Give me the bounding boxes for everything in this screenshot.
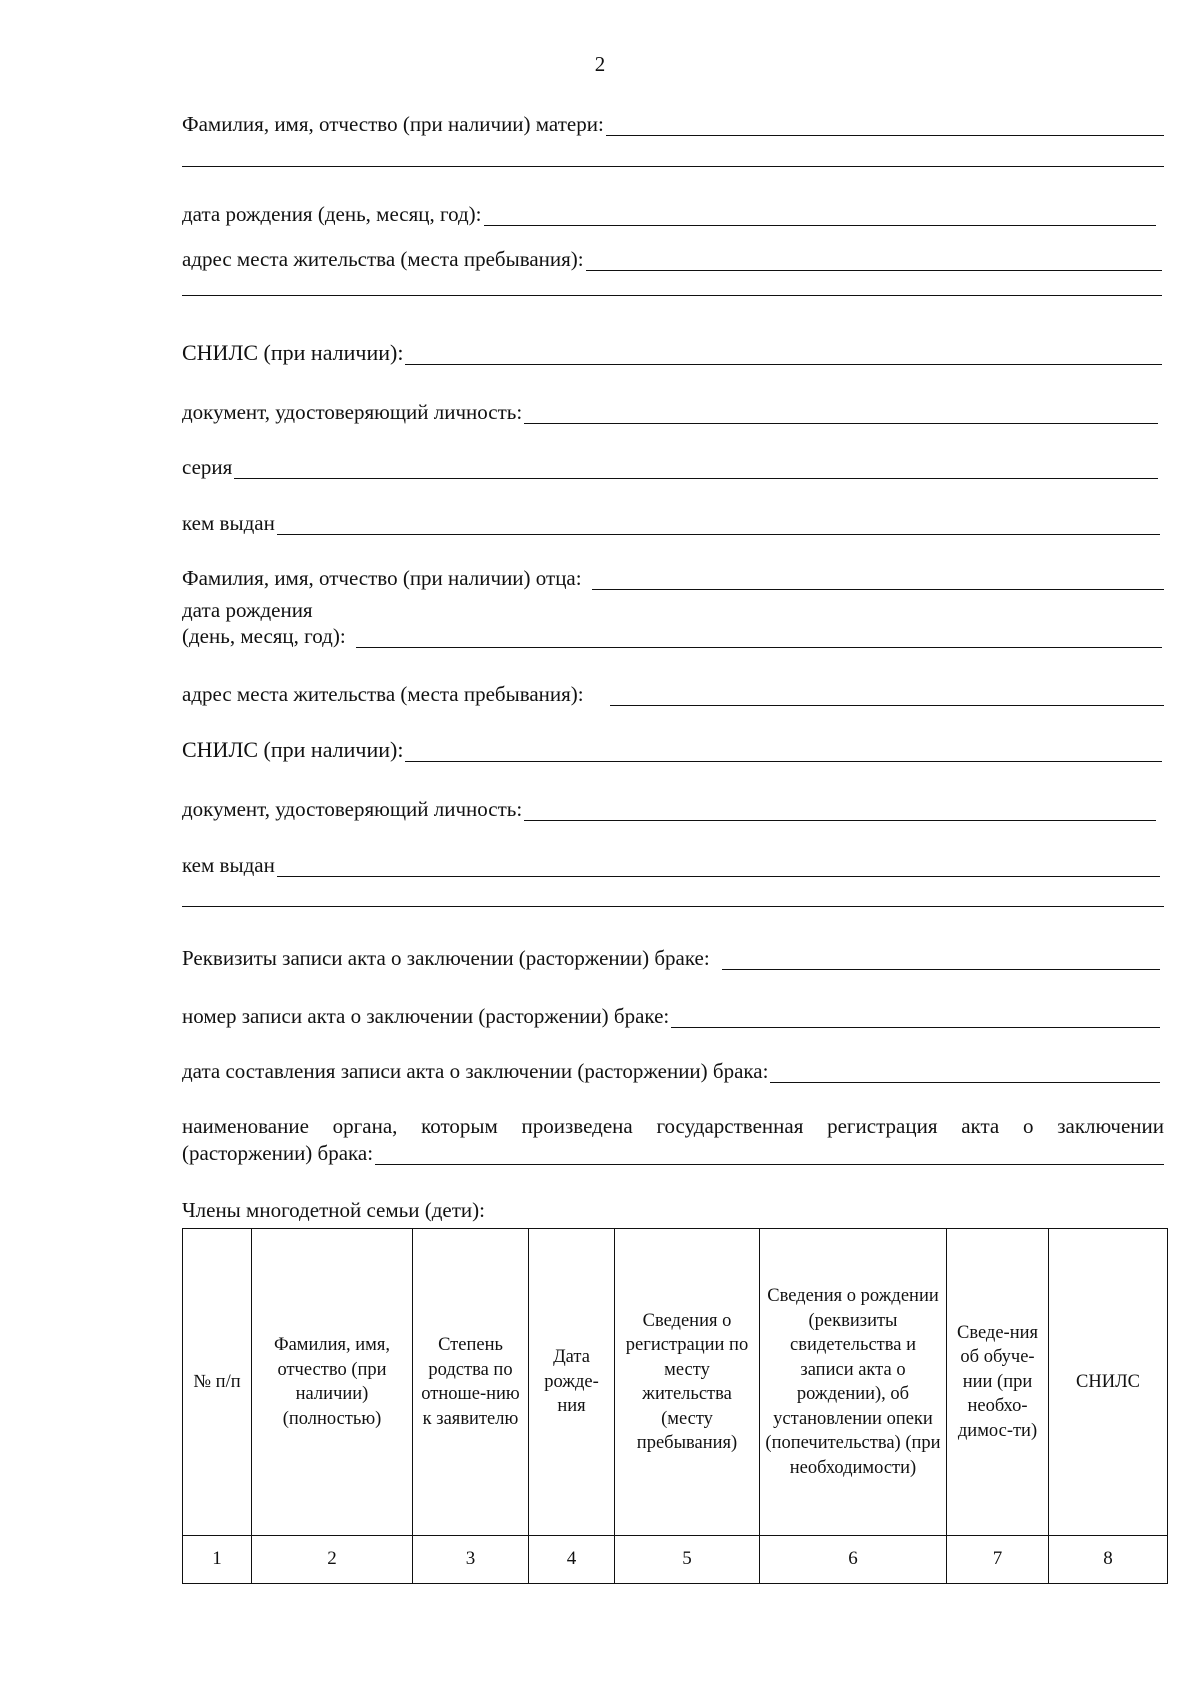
mother-birth-date-row bbox=[182, 202, 1156, 226]
children-table-caption: Члены многодетной семьи (дети): bbox=[182, 1198, 485, 1222]
father-full-name-row bbox=[182, 566, 1164, 590]
mother-series-label: серия bbox=[182, 455, 233, 479]
father-issued-by-continuation-line[interactable] bbox=[182, 906, 1164, 907]
marriage-authority-label-line1: наименование органа, которым произведена государственная регистрация акта о заключении bbox=[182, 1114, 1164, 1138]
father-address-field[interactable] bbox=[610, 685, 1164, 706]
col-header-education: Сведе-ния об обуче-нии (при необхо-димос-ти) bbox=[947, 1229, 1049, 1536]
father-birth-date-row bbox=[182, 624, 1162, 648]
mother-id-document-field[interactable] bbox=[524, 403, 1158, 424]
mother-full-name-field[interactable] bbox=[606, 115, 1164, 136]
father-full-name-field[interactable] bbox=[592, 569, 1164, 590]
father-birth-date-field[interactable] bbox=[356, 627, 1162, 648]
col-number-cell: 5 bbox=[615, 1536, 760, 1584]
father-snils-field[interactable] bbox=[405, 741, 1162, 762]
father-address-label: адрес места жительства (места пребывания): bbox=[182, 682, 584, 706]
marriage-record-date-label: дата составления записи акта о заключении (расторжении) брака: bbox=[182, 1059, 769, 1083]
marriage-details-label: Реквизиты записи акта о заключении (расторжении) браке: bbox=[182, 946, 710, 970]
marriage-details-row bbox=[182, 946, 1160, 970]
children-table bbox=[182, 1228, 1168, 1584]
col-header-registration: Сведения о регистрации по месту жительства (месту пребывания) bbox=[615, 1229, 760, 1536]
father-id-document-field[interactable] bbox=[524, 800, 1156, 821]
children-table-header-row bbox=[183, 1229, 1168, 1536]
mother-address-field[interactable] bbox=[586, 250, 1162, 271]
mother-full-name-label: Фамилия, имя, отчество (при наличии) матери: bbox=[182, 112, 604, 136]
mother-series-row bbox=[182, 455, 1158, 479]
col-number-cell: 1 bbox=[183, 1536, 252, 1584]
col-number-cell: 3 bbox=[413, 1536, 529, 1584]
col-number-cell: 7 bbox=[947, 1536, 1049, 1584]
marriage-authority-field[interactable] bbox=[375, 1144, 1164, 1165]
mother-birth-date-label: дата рождения (день, месяц, год): bbox=[182, 202, 482, 226]
father-snils-row bbox=[182, 738, 1162, 762]
col-header-birth-info: Сведения о рождении (реквизиты свидетельства и записи акта о рождении), об установлении опеки (попечительства) (при необходимости) bbox=[760, 1229, 947, 1536]
mother-full-name-continuation-line[interactable] bbox=[182, 166, 1164, 167]
marriage-authority-label-line2: (расторжении) брака: bbox=[182, 1141, 374, 1165]
mother-snils-field[interactable] bbox=[405, 344, 1162, 365]
col-number-cell: 6 bbox=[760, 1536, 947, 1584]
marriage-details-field[interactable] bbox=[722, 949, 1160, 970]
father-issued-by-label: кем выдан bbox=[182, 853, 275, 877]
father-address-row bbox=[182, 682, 1164, 706]
mother-series-field[interactable] bbox=[234, 458, 1158, 479]
marriage-record-date-field[interactable] bbox=[770, 1062, 1160, 1083]
mother-id-document-label: документ, удостоверяющий личность: bbox=[182, 400, 523, 424]
mother-address-continuation-line[interactable] bbox=[182, 295, 1162, 296]
col-header-number: № п/п bbox=[183, 1229, 252, 1536]
mother-birth-date-field[interactable] bbox=[484, 205, 1156, 226]
col-header-birth-date: Дата рожде-ния bbox=[529, 1229, 615, 1536]
marriage-record-number-field[interactable] bbox=[671, 1007, 1160, 1028]
father-full-name-label: Фамилия, имя, отчество (при наличии) отца: bbox=[182, 566, 582, 590]
col-number-cell: 2 bbox=[252, 1536, 413, 1584]
mother-full-name-row bbox=[182, 112, 1164, 136]
mother-snils-row bbox=[182, 341, 1162, 365]
mother-issued-by-row bbox=[182, 511, 1160, 535]
mother-issued-by-label: кем выдан bbox=[182, 511, 275, 535]
mother-id-document-row bbox=[182, 400, 1158, 424]
father-birth-date-label-line2: (день, месяц, год): bbox=[182, 624, 346, 648]
mother-address-label: адрес места жительства (места пребывания): bbox=[182, 247, 584, 271]
col-number-cell: 4 bbox=[529, 1536, 615, 1584]
marriage-record-number-row bbox=[182, 1004, 1160, 1028]
col-header-kinship: Степень родства по отноше-нию к заявителю bbox=[413, 1229, 529, 1536]
page-number: 2 bbox=[594, 52, 606, 76]
father-issued-by-row bbox=[182, 853, 1160, 877]
marriage-record-date-row bbox=[182, 1059, 1160, 1083]
father-issued-by-field[interactable] bbox=[277, 856, 1160, 877]
marriage-record-number-label: номер записи акта о заключении (расторжении) браке: bbox=[182, 1004, 670, 1028]
marriage-authority-row bbox=[182, 1141, 1164, 1165]
mother-address-row bbox=[182, 247, 1162, 271]
col-number-cell: 8 bbox=[1049, 1536, 1168, 1584]
father-birth-date-label-line1: дата рождения bbox=[182, 598, 313, 622]
children-table-number-row bbox=[183, 1536, 1168, 1584]
mother-snils-label: СНИЛС (при наличии): bbox=[182, 340, 404, 365]
col-header-snils: СНИЛС bbox=[1049, 1229, 1168, 1536]
mother-issued-by-field[interactable] bbox=[277, 514, 1160, 535]
father-id-document-row bbox=[182, 797, 1156, 821]
father-id-document-label: документ, удостоверяющий личность: bbox=[182, 797, 523, 821]
col-header-full-name: Фамилия, имя, отчество (при наличии) (полностью) bbox=[252, 1229, 413, 1536]
father-snils-label: СНИЛС (при наличии): bbox=[182, 737, 404, 762]
